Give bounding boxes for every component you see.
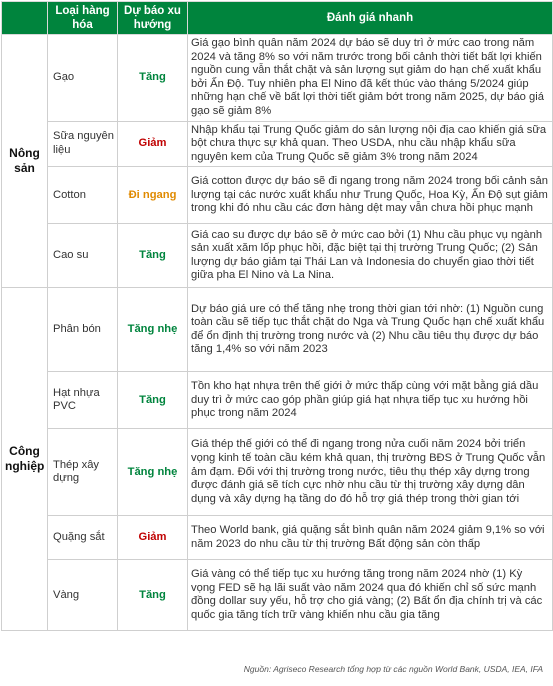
trend-value: Tăng	[118, 372, 188, 429]
item-name: Cotton	[48, 167, 118, 224]
table-row	[2, 372, 553, 429]
assessment-text: Theo World bank, giá quặng sắt bình quân năm 2024 giảm 9,1% so với năm 2023 do nhu cầu từ thị trường Bất động sản còn thấp	[188, 516, 553, 560]
item-name: Vàng	[48, 560, 118, 631]
item-name: Phân bón	[48, 288, 118, 372]
item-name: Quặng sắt	[48, 516, 118, 560]
trend-value: Tăng	[118, 224, 188, 288]
table-row	[2, 560, 553, 631]
table-row	[2, 167, 553, 224]
trend-value: Đi ngang	[118, 167, 188, 224]
source-note: Nguồn: Agriseco Research tổng hợp từ các nguồn World Bank, USDA, IEA, IFA	[243, 664, 543, 674]
assessment-text: Giá vàng có thể tiếp tục xu hướng tăng trong năm 2024 nhờ (1) Kỳ vọng FED sẽ hạ lãi suất vào năm 2024 qua đó khiến chỉ số sức mạnh đồng dollar suy yếu, hỗ trợ cho giá vàng; (2) Bất ổn địa chính trị và các quốc gia tăng tích trữ vàng khiến nhu cầu gia tăng	[188, 560, 553, 631]
trend-value: Tăng	[118, 560, 188, 631]
item-name: Thép xây dựng	[48, 429, 118, 516]
table-row	[2, 516, 553, 560]
item-name: Sữa nguyên liệu	[48, 121, 118, 167]
table-row	[2, 224, 553, 288]
trend-value: Tăng nhẹ	[118, 429, 188, 516]
header-trend: Dự báo xu hướng	[118, 2, 188, 35]
header-assessment: Đánh giá nhanh	[188, 2, 553, 35]
trend-value: Giảm	[118, 516, 188, 560]
table-row	[2, 35, 553, 122]
item-name: Gạo	[48, 35, 118, 122]
assessment-text: Giá thép thế giới có thể đi ngang trong nửa cuối năm 2024 bởi triển vọng kinh tế toàn cầu kém khả quan, thị trường BĐS ở Trung Quốc vẫn ảm đạm. Đối với thị trường trong nước, tiêu thụ thép xây dựng trong được đánh giá sẽ tích cực nhờ nhu cầu từ thị trường xây dựng dân dụng và xây dựng hạ tầng do đó hỗ trợ giá thép trong thời gian tới	[188, 429, 553, 516]
trend-value: Giảm	[118, 121, 188, 167]
item-name: Hạt nhựa PVC	[48, 372, 118, 429]
trend-value: Tăng nhẹ	[118, 288, 188, 372]
trend-value: Tăng	[118, 35, 188, 122]
assessment-text: Giá cao su được dự báo sẽ ở mức cao bởi (1) Nhu cầu phục vụ ngành sản xuất xăm lốp phục hồi, đặc biệt tại thị trường Trung Quốc; (2) Sản lượng dự báo giảm tại Thái Lan và Indonesia do chuyển giao thời tiết giữa pha El Nino và La Nina.	[188, 224, 553, 288]
table-row	[2, 429, 553, 516]
header-row	[2, 2, 553, 35]
assessment-text: Nhập khẩu tại Trung Quốc giảm do sản lượng nội địa cao khiến giá sữa bột chưa thực sự khả quan. Theo USDA, nhu cầu nhập khẩu sữa nguyên kem của Trung Quốc sẽ giảm 3% trong năm 2024	[188, 121, 553, 167]
table-row	[2, 288, 553, 372]
group-industry: Công nghiệp	[2, 288, 48, 631]
header-group	[2, 2, 48, 35]
forecast-table	[1, 1, 553, 631]
assessment-text: Giá gạo bình quân năm 2024 dự báo sẽ duy trì ở mức cao trong năm 2024 và tăng 8% so với năm trước trong bối cảnh thời tiết bất lợi khiến nguồn cung vẫn thắt chặt và sản lượng sụt giảm do hạn chế xuất khẩu bởi Ấn Độ. Tuy nhiên pha El Nino đã kết thúc vào tháng 5/2024 giúp những hạn chế về bất lợi thời tiết giảm bớt trong năm 2025, dự báo giá gạo sẽ giảm 8%	[188, 35, 553, 122]
header-item: Loại hàng hóa	[48, 2, 118, 35]
assessment-text: Giá cotton được dự báo sẽ đi ngang trong năm 2024 trong bối cảnh sản lượng tại các nước xuất khẩu như Trung Quốc, Hoa Kỳ, Ấn Độ sụt giảm trong khi đó nhu cầu các đơn hàng dệt may vẫn chưa hồi phục mạnh	[188, 167, 553, 224]
assessment-text: Dự báo giá ure có thể tăng nhẹ trong thời gian tới nhờ: (1) Nguồn cung toàn cầu sẽ tiếp tục thắt chặt do Nga và Trung Quốc hạn chế xuất khẩu để ổn định thị trường trong nước và (2) Nhu cầu tiêu thụ được dự báo tăng 1,4% so với năm 2023	[188, 288, 553, 372]
group-agri: Nông sản	[2, 35, 48, 288]
table-row	[2, 121, 553, 167]
item-name: Cao su	[48, 224, 118, 288]
assessment-text: Tồn kho hạt nhựa trên thế giới ở mức thấp cùng với mặt bằng giá dầu duy trì ở mức cao góp phần giúp giá hạt nhựa tiếp tục xu hướng hồi phục trong năm 2024	[188, 372, 553, 429]
